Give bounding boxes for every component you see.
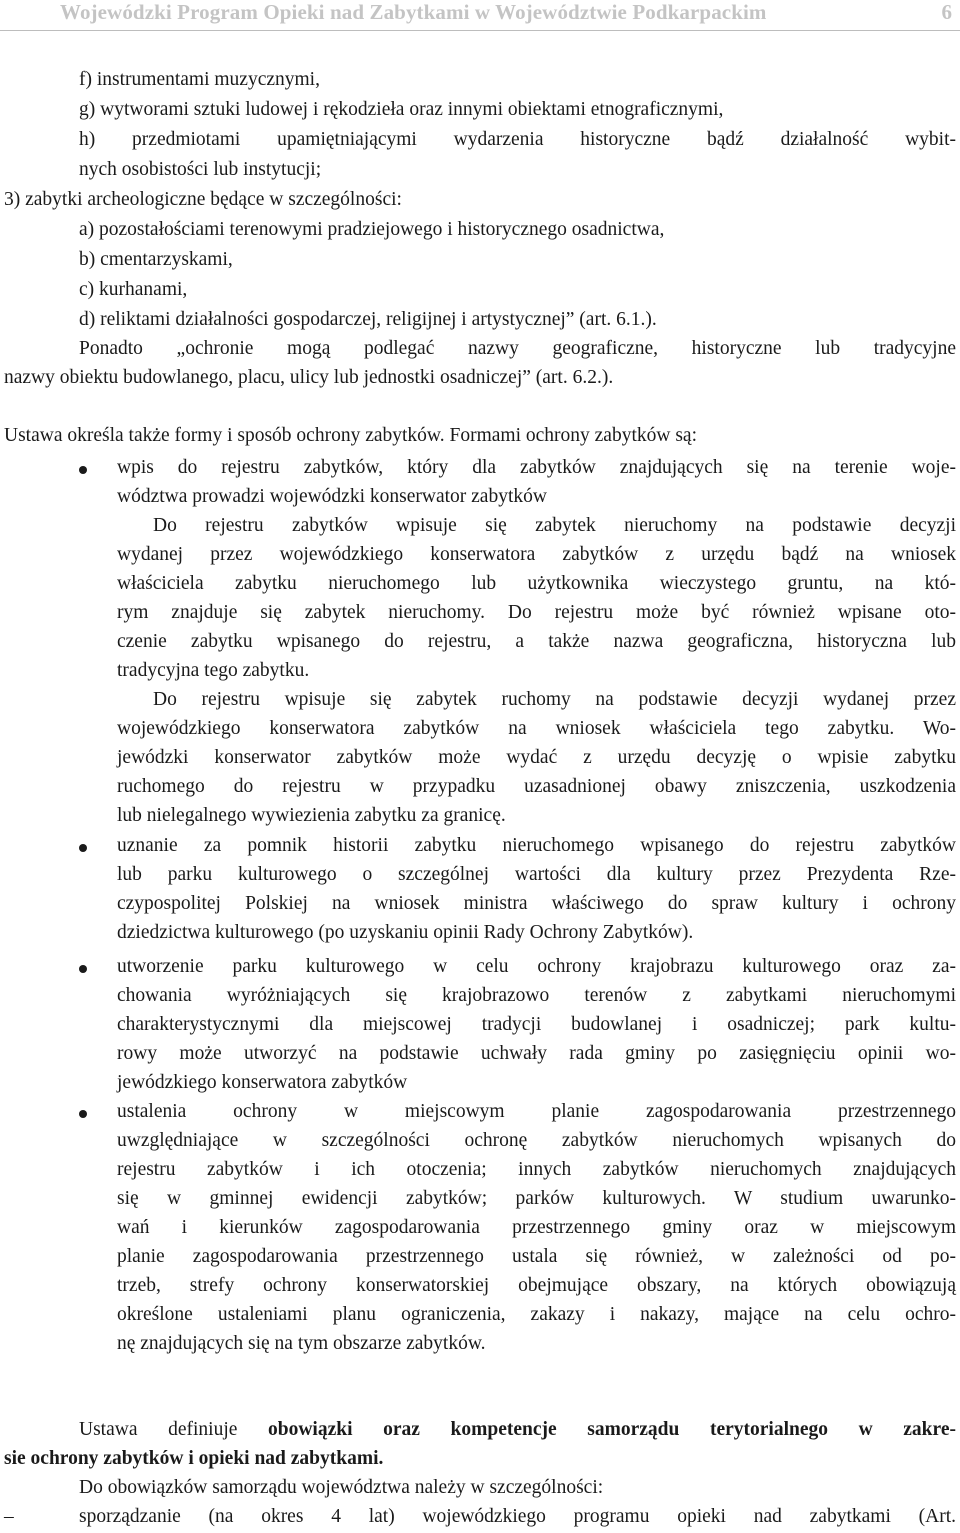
- obowiazki-prefix: Ustawa definiuje: [79, 1419, 268, 1440]
- bullet1-line: lub nielegalnego wywiezienia zabytku za granicę.: [117, 805, 506, 826]
- list-item-b: b) cmentarzyskami,: [79, 249, 233, 270]
- bullet4-line: wań i kierunków zagospodarowania przestrzennego gminy oraz w miejscowym: [117, 1217, 956, 1238]
- list-item-d: d) reliktami działalności gospodarczej, religijnej i artystycznej” (art. 6.1.).: [79, 309, 657, 330]
- bullet4-line: rejestru zabytków i ich otoczenia; innych zabytków nieruchomych znajdujących: [117, 1159, 956, 1180]
- obowiazki-bold-cont: sie ochrony zabytków i opieki nad zabytkami.: [4, 1448, 384, 1469]
- bullet1-line: tradycyjna tego zabytku.: [117, 660, 310, 681]
- paragraph-ponadto-cont: nazwy obiektu budowlanego, placu, ulicy lub jednostki osadniczej” (art. 6.2.).: [4, 367, 614, 388]
- paragraph-ponadto: Ponadto „ochronie mogą podlegać nazwy geograficzne, historyczne lub tradycyjne: [79, 338, 956, 359]
- bullet-icon: [79, 1110, 87, 1118]
- list-item-c: c) kurhanami,: [79, 279, 188, 300]
- bullet3-line: charakterystycznymi dla miejscowej tradycji budowlanej i osadniczej; park kultu-: [117, 1014, 956, 1035]
- list-item-h: h) przedmiotami upamiętniającymi wydarzenia historyczne bądź działalność wybit-: [79, 129, 956, 150]
- bullet1-line: Do rejestru wpisuje się zabytek ruchomy na podstawie decyzji wydanej przez: [153, 689, 956, 710]
- bullet4-line: planie zagospodarowania przestrzennego ustala się również, w zależności od po-: [117, 1246, 956, 1267]
- bullet4-line: nę znajdujących się na tym obszarze zabytków.: [117, 1333, 486, 1354]
- list-item-a: a) pozostałościami terenowymi pradziejowego i historycznego osadnictwa,: [79, 219, 665, 240]
- bullet-icon: [79, 466, 87, 474]
- dash-marker: –: [4, 1506, 14, 1527]
- bullet3-line: rowy może utworzyć na podstawie uchwały rada gminy po zasięgnięciu opinii wo-: [117, 1043, 956, 1064]
- bullet1-line: właściciela zabytku nieruchomego lub użytkownika wieczystego gruntu, na któ-: [117, 573, 956, 594]
- bullet4-line: się w gminnej ewidencji zabytków; parków kulturowych. W studium uwarunko-: [117, 1188, 956, 1209]
- bullet4-line: uwzględniające w szczególności ochronę zabytków nieruchomych wpisanych do: [117, 1130, 956, 1151]
- bullet2-line: dziedzictwa kulturowego (po uzyskaniu opinii Rady Ochrony Zabytków).: [117, 922, 694, 943]
- page-header: [0, 0, 960, 31]
- paragraph-obowiazki-cont: [4, 1446, 383, 1472]
- list-item-h-cont: nych osobistości lub instytucji;: [79, 159, 322, 180]
- bullet2-line: czypospolitej Polskiej na wniosek ministra właściwego do spraw kultury i ochrony: [117, 893, 956, 914]
- bullet3-line: utworzenie parku kulturowego w celu ochrony krajobrazu kulturowego oraz za-: [117, 956, 956, 977]
- list-item-g: g) wytworami sztuki ludowej i rękodzieła oraz innymi obiektami etnograficznymi,: [79, 99, 724, 120]
- bullet-icon: [79, 844, 87, 852]
- list-item-3: 3) zabytki archeologiczne będące w szczególności:: [4, 189, 402, 210]
- bullet4-line: ustalenia ochrony w miejscowym planie zagospodarowania przestrzennego: [117, 1101, 956, 1122]
- bullet1-line: Do rejestru zabytków wpisuje się zabytek nieruchomy na podstawie decyzji: [153, 515, 956, 536]
- bullet1-line: wództwa prowadzi wojewódzki konserwator zabytków: [117, 486, 547, 507]
- header-title: Wojewódzki Program Opieki nad Zabytkami w Województwie Podkarpackim: [60, 0, 767, 24]
- paragraph-obowiazki-wojewodztwa: Do obowiązków samorządu województwa należy w szczególności:: [79, 1477, 604, 1498]
- bullet3-line: chowania wyróżniających się krajobrazowo terenów z zabytkami nieruchomymi: [117, 985, 956, 1006]
- bullet4-line: trzeb, strefy ochrony konserwatorskiej obejmujące obszary, na których obowiązują: [117, 1275, 956, 1296]
- bullet1-line: czenie zabytku wpisanego do rejestru, a także nazwa geograficzna, historyczna lub: [117, 631, 956, 652]
- bullet1-line: rym znajduje się zabytek nieruchomy. Do rejestru może być również wpisane oto-: [117, 602, 956, 623]
- page-number: 6: [941, 0, 952, 24]
- bullet1-line: wpis do rejestru zabytków, który dla zabytków znajdujących się na terenie woje-: [117, 457, 956, 478]
- bullet1-line: wydanej przez wojewódzkiego konserwatora zabytków z urzędu bądź na wniosek: [117, 544, 956, 565]
- bullet1-line: jewódzki konserwator zabytków może wydać z urzędu decyzję o wpisie zabytku: [117, 747, 956, 768]
- paragraph-formy: Ustawa określa także formy i sposób ochrony zabytków. Formami ochrony zabytków są:: [4, 425, 697, 446]
- dash-item: sporządzanie (na okres 4 lat) wojewódzkiego programu opieki nad zabytkami (Art.: [79, 1506, 956, 1527]
- obowiazki-bold: obowiązki oraz kompetencje samorządu terytorialnego w zakre-: [268, 1419, 956, 1440]
- bullet4-line: określone ustaleniami planu ograniczenia, zakazy i nakazy, mające na celu ochro-: [117, 1304, 956, 1325]
- bullet1-line: ruchomego do rejestru w przypadku uzasadnionej obawy zniszczenia, uszkodzenia: [117, 776, 956, 797]
- bullet2-line: lub parku kulturowego o szczególnej wartości dla kultury przez Prezydenta Rze-: [117, 864, 956, 885]
- bullet-icon: [79, 965, 87, 973]
- list-item-f: f) instrumentami muzycznymi,: [79, 69, 320, 90]
- bullet2-line: uznanie za pomnik historii zabytku nieruchomego wpisanego do rejestru zabytków: [117, 835, 956, 856]
- paragraph-obowiazki: [79, 1417, 956, 1443]
- bullet3-line: jewódzkiego konserwatora zabytków: [117, 1072, 408, 1093]
- bullet1-line: wojewódzkiego konserwatora zabytków na wniosek właściciela tego zabytku. Wo-: [117, 718, 956, 739]
